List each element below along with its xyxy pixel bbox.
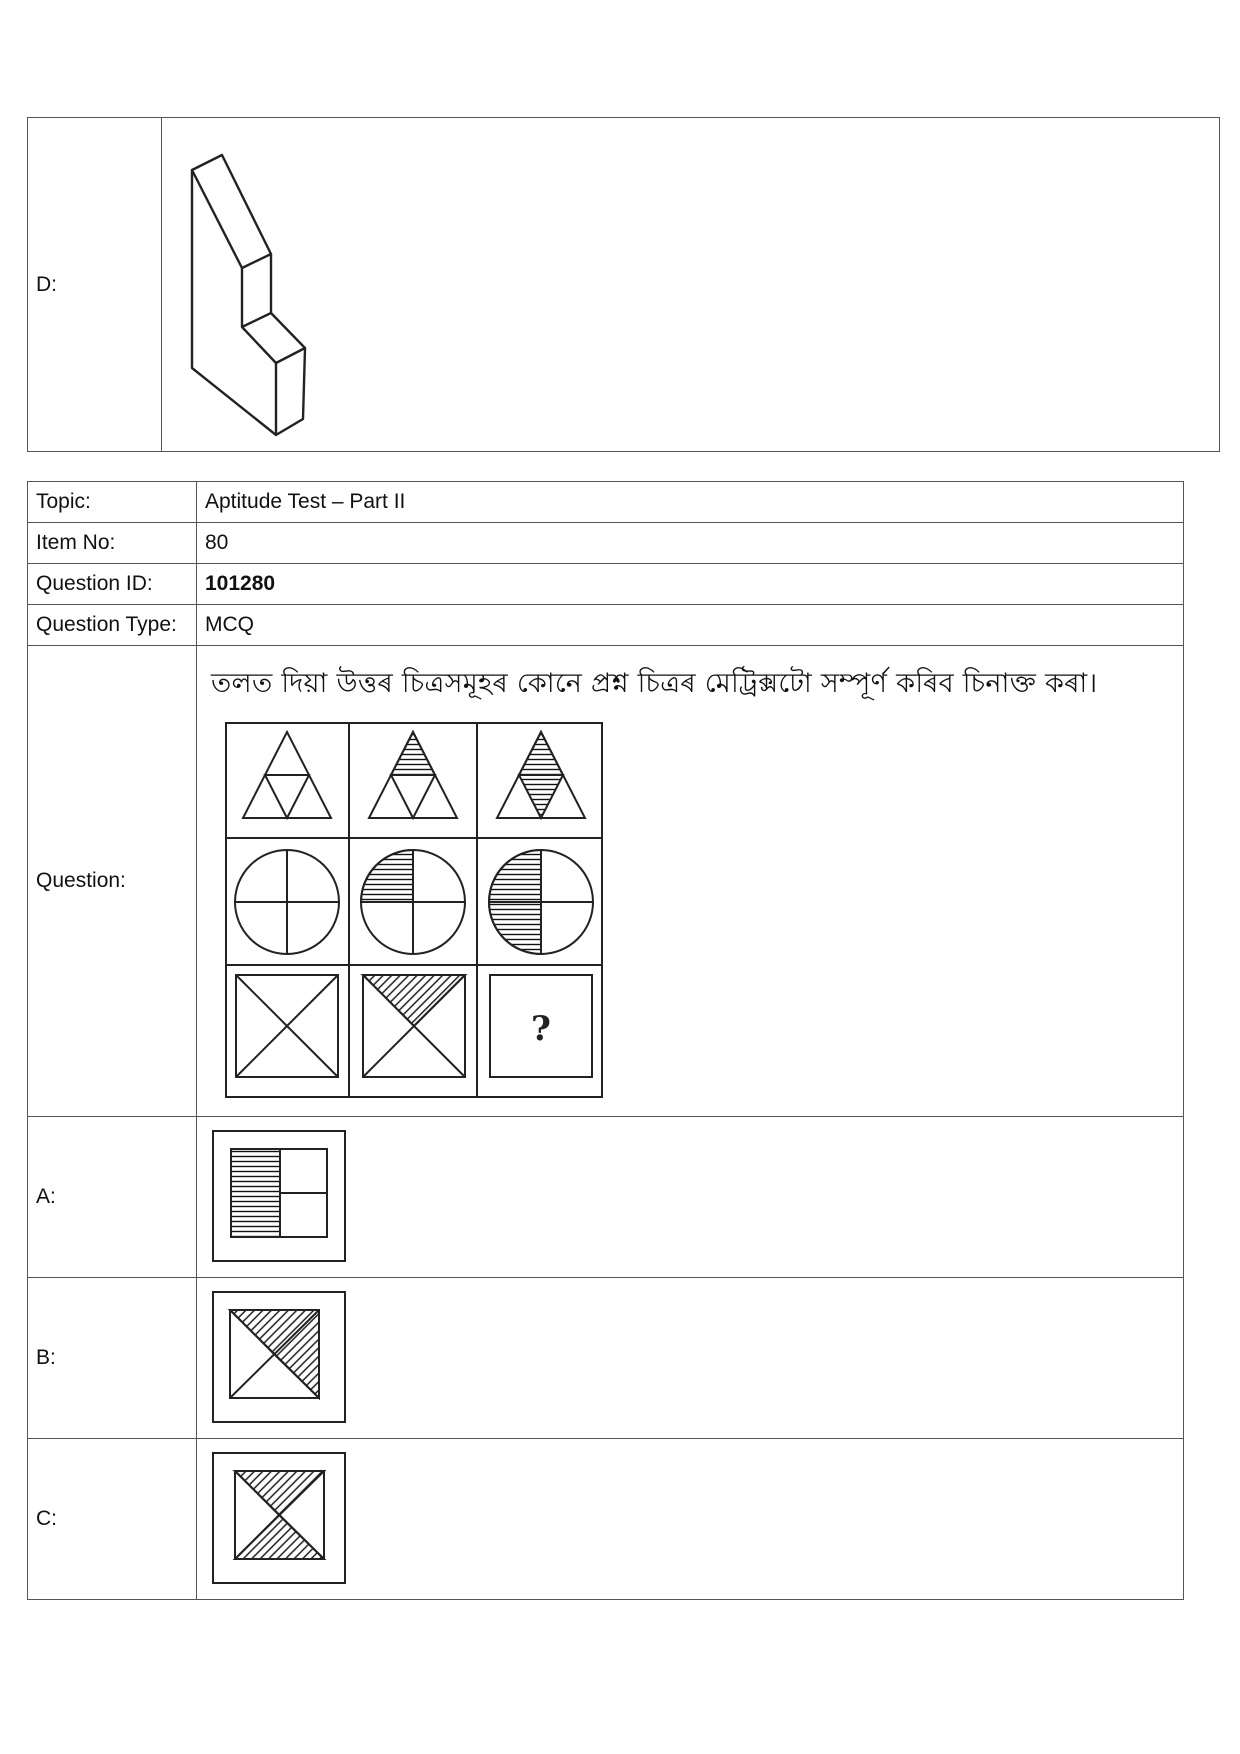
l-shaped-block-figure-icon xyxy=(176,130,316,440)
option-d-figure-cell[interactable] xyxy=(162,118,1220,452)
question-id-label: Question ID: xyxy=(28,564,197,605)
missing-figure-symbol: ? xyxy=(531,1008,551,1049)
question-text: তলত দিয়া উত্তৰ চিত্ৰসমূহৰ কোনে প্ৰশ্ন চিত্ৰৰ মেট্ৰিক্সটো সম্পূৰ্ণ কৰিব চিনাক্ত কৰা। xyxy=(211,667,1098,699)
double-triangle-shaded-x-square-figure-icon xyxy=(211,1451,351,1587)
triangle-figure-1 xyxy=(243,732,331,818)
missing-figure-box xyxy=(490,975,592,1077)
option-a-label: A: xyxy=(28,1117,197,1278)
topic-value: Aptitude Test – Part II xyxy=(197,482,1184,523)
item-no-value: 80 xyxy=(197,523,1184,564)
question-table xyxy=(27,481,1184,1600)
option-b-row xyxy=(28,1278,1184,1439)
circle-figure-1 xyxy=(235,850,339,954)
crossed-square-figure-1 xyxy=(236,975,338,1077)
question-id-row xyxy=(28,564,1184,605)
topic-label: Topic: xyxy=(28,482,197,523)
option-a-figure-cell[interactable] xyxy=(197,1117,1184,1278)
triangle-figure-3 xyxy=(497,732,585,818)
option-c-row xyxy=(28,1439,1184,1600)
figure-matrix xyxy=(225,722,605,1100)
question-type-value: MCQ xyxy=(197,605,1184,646)
option-a-row xyxy=(28,1117,1184,1278)
circle-figure-3 xyxy=(489,850,593,954)
question-type-label: Question Type: xyxy=(28,605,197,646)
option-d-table xyxy=(27,117,1220,452)
question-type-row xyxy=(28,605,1184,646)
triangle-shaded-x-square-figure-icon xyxy=(211,1290,351,1426)
option-d-row xyxy=(28,118,1220,452)
circle-figure-2 xyxy=(361,850,465,954)
option-b-label: B: xyxy=(28,1278,197,1439)
question-content-cell xyxy=(197,646,1184,1117)
topic-row xyxy=(28,482,1184,523)
option-d-label: D: xyxy=(28,118,162,452)
question-id-value: 101280 xyxy=(197,564,1184,605)
question-row xyxy=(28,646,1184,1117)
triangle-figure-2 xyxy=(369,732,457,818)
option-c-label: C: xyxy=(28,1439,197,1600)
crossed-square-figure-2 xyxy=(363,975,465,1077)
option-c-figure-cell[interactable] xyxy=(197,1439,1184,1600)
option-b-figure-cell[interactable] xyxy=(197,1278,1184,1439)
question-label: Question: xyxy=(28,646,197,1117)
item-no-row xyxy=(28,523,1184,564)
half-shaded-square-figure-icon xyxy=(211,1129,351,1265)
item-no-label: Item No: xyxy=(28,523,197,564)
